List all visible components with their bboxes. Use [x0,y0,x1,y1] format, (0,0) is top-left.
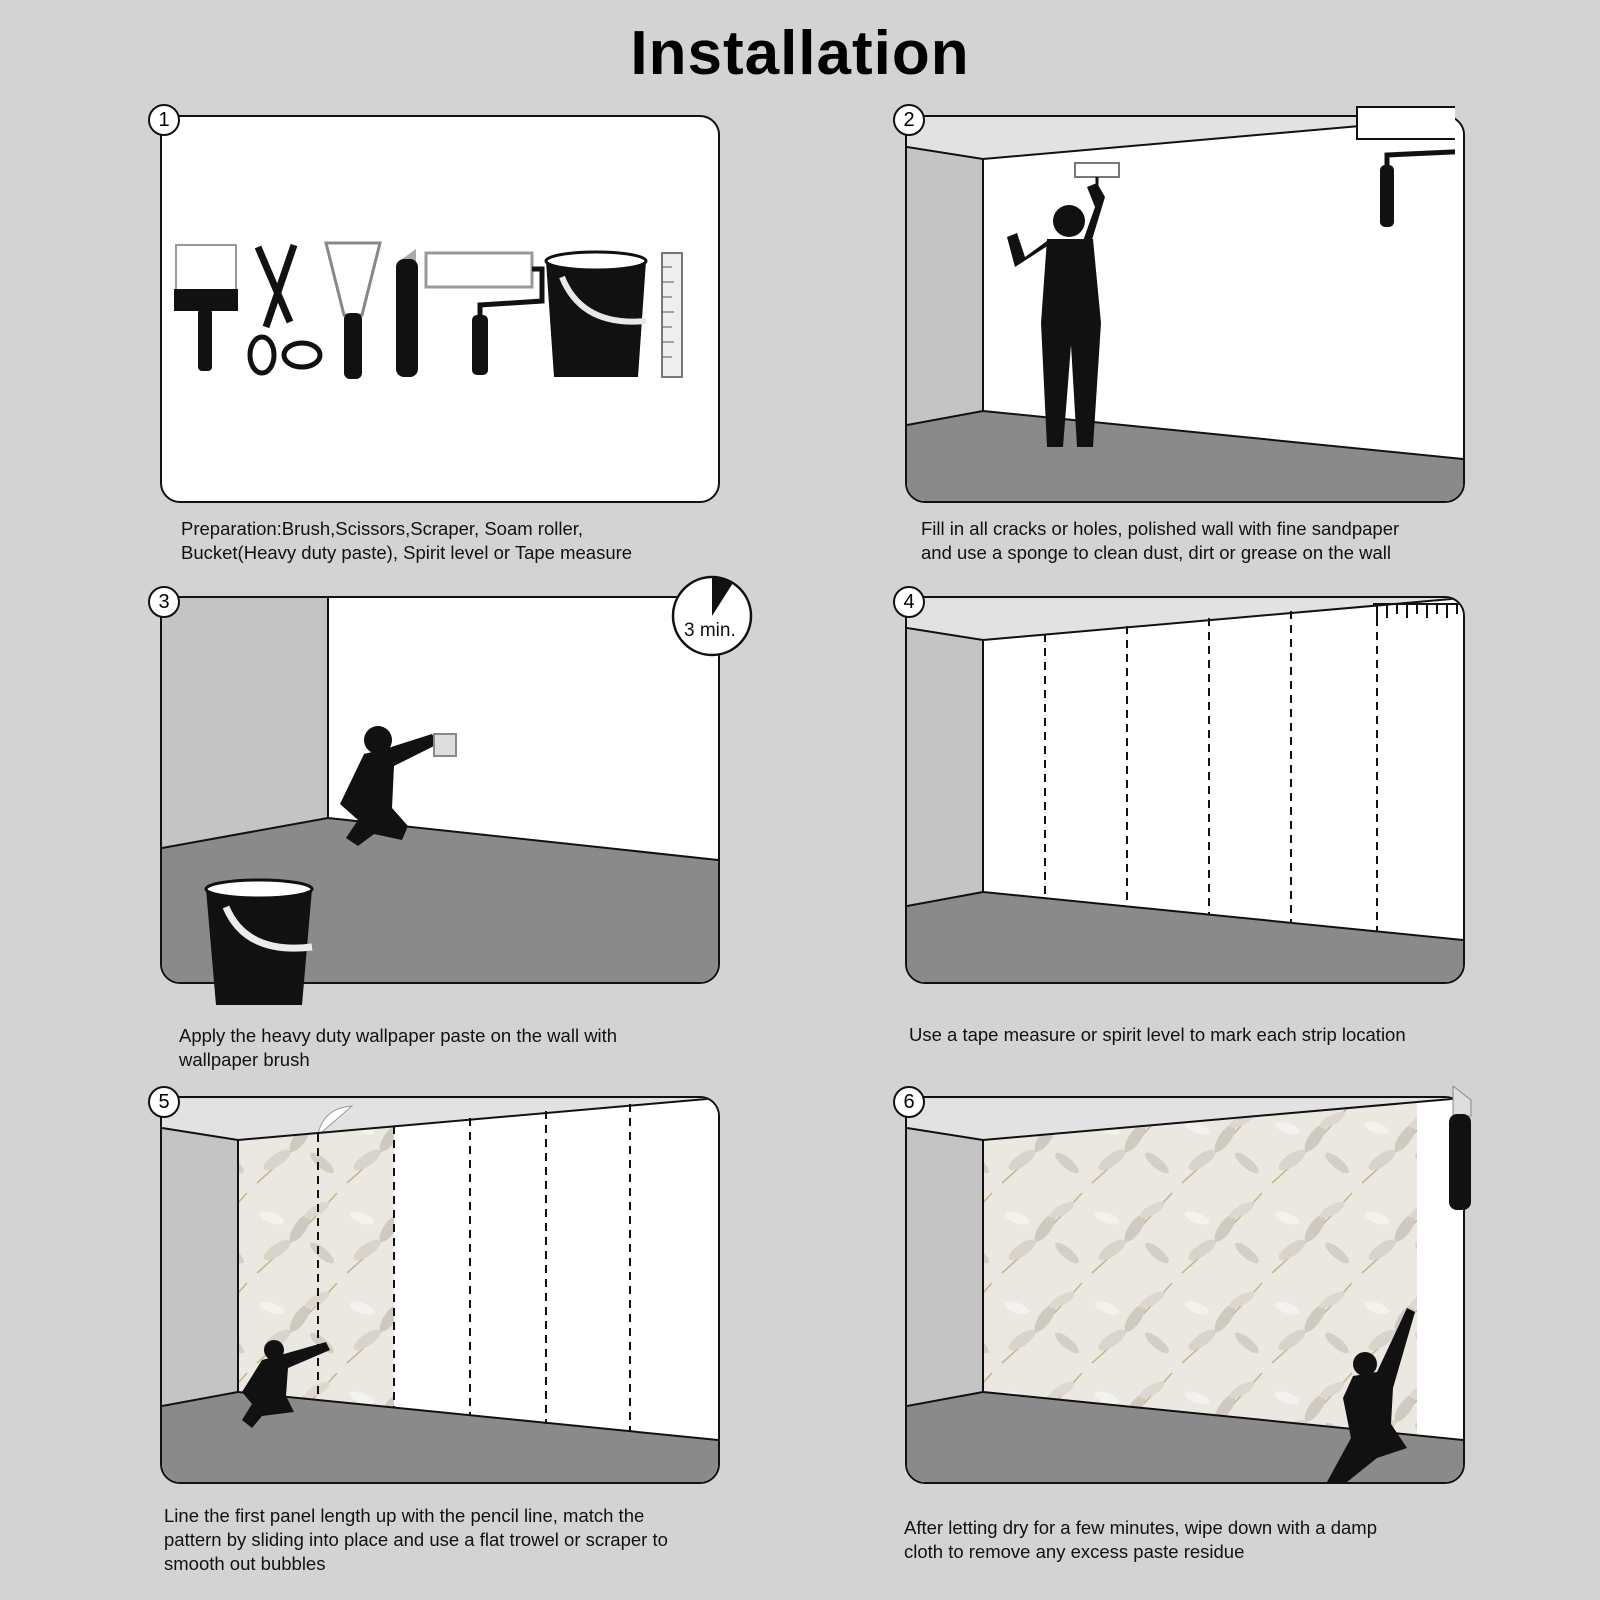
step-5-panel [160,1096,720,1484]
step-6-badge: 6 [893,1086,925,1118]
utility-knife-icon [396,249,418,377]
room-scene-finished [907,1098,1463,1482]
step-4-badge: 4 [893,586,925,618]
step-3-caption: Apply the heavy duty wallpaper paste on the wall with wallpaper brush [179,1025,618,1070]
paint-roller-icon [1355,105,1455,235]
step-4-caption: Use a tape measure or spirit level to mark each strip location [909,1024,1406,1045]
step-4-panel [905,596,1465,984]
step-2-badge: 2 [893,104,925,136]
step-3-badge: 3 [148,586,180,618]
step-1-badge: 1 [148,104,180,136]
step-2-caption: Fill in all cracks or holes, polished wall with fine sandpaper and use a sponge to clean dust, dirt or grease on the wall [921,518,1400,563]
step-5-caption: Line the first panel length up with the pencil line, match the pattern by sliding into place and use a flat trowel or scraper to smooth out bubbles [164,1505,668,1574]
scraper-icon [326,243,380,379]
step-6-caption: After letting dry for a few minutes, wipe down with a damp cloth to remove any excess paste residue [904,1517,1377,1562]
ruler-icon [662,253,682,377]
room-scene-hanging [162,1098,718,1482]
timer-icon [670,574,754,658]
bucket-icon [200,875,320,1010]
utility-knife-icon [1445,1086,1475,1216]
step-1-caption: Preparation:Brush,Scissors,Scraper, Soam roller, Bucket(Heavy duty paste), Spirit level or Tape measure [181,518,633,563]
room-scene-marking [907,598,1463,982]
brush-icon [174,245,238,371]
tools-illustration [162,117,718,501]
page-title: Installation [630,19,970,88]
step-5-badge: 5 [148,1086,180,1118]
brush-icon [434,734,456,756]
scissors-icon [250,245,320,373]
step-1-panel [160,115,720,503]
step-6-panel [905,1096,1465,1484]
paint-roller-icon [426,253,542,375]
timer-label: 3 min. [684,620,736,641]
bucket-icon [546,252,646,377]
